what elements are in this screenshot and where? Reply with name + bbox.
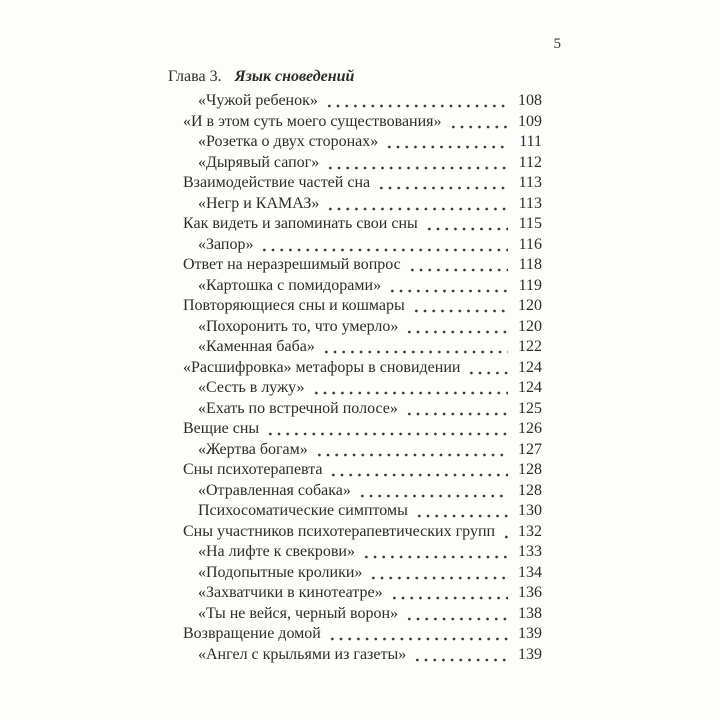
toc-entry-title: «На лифте к свекрови» [198, 543, 355, 560]
toc-entry-page: 136 [518, 584, 542, 601]
toc-entry-title: «Картошка с помидорами» [198, 276, 382, 294]
page-number: 5 [553, 36, 561, 52]
toc-entry-title: «Захватчики в кинотеатре» [198, 584, 383, 601]
toc-entry-page: 116 [518, 235, 542, 253]
toc-entry-title: Взаимодействие частей сна [183, 174, 371, 191]
toc-entry [168, 358, 542, 379]
toc-entry [168, 276, 542, 297]
toc-entry-page: 113 [518, 174, 542, 191]
toc-entry [168, 542, 542, 563]
toc-entry [168, 419, 542, 440]
toc-entry-title: Возвращение домой [183, 625, 321, 642]
toc-entry-page: 115 [518, 215, 542, 232]
dot-leader [315, 440, 508, 461]
toc-entry-title: «Каменная баба» [198, 338, 315, 355]
toc-entry-title: «Розетка о двух сторонах» [198, 133, 379, 150]
toc-entry-title: «Расшифровка» метафоры в сновидении [183, 358, 461, 376]
toc-entry [168, 563, 542, 584]
toc-entry-title: «И в этом суть моего существования» [183, 112, 442, 130]
toc-entry [168, 112, 542, 133]
dot-leader [326, 153, 508, 174]
toc-entry-page: 125 [518, 399, 542, 417]
chapter-title: Язык сноведений [234, 68, 355, 85]
toc-entry-title: «Негр и КАМАЗ» [198, 194, 320, 212]
toc-entry-page: 120 [518, 297, 542, 314]
toc-entry [168, 317, 542, 338]
toc-entry [168, 91, 542, 112]
toc-entry [168, 645, 542, 666]
toc-entry [168, 337, 542, 358]
toc-entry-title: «Ты не вейся, черный ворон» [198, 604, 399, 622]
toc-entry-title: «Ехать по встречной полосе» [198, 399, 398, 417]
dot-leader [369, 563, 508, 584]
toc-entry-page: 108 [518, 92, 542, 109]
dot-leader [405, 604, 508, 625]
dot-leader [467, 358, 508, 379]
toc-entry [168, 399, 542, 420]
toc-entry [168, 481, 542, 502]
toc-entry-title: «Подопытные кролики» [198, 563, 363, 581]
dot-leader [425, 214, 508, 235]
toc-entry [168, 522, 542, 543]
dot-leader [415, 501, 508, 522]
toc-entry-title: «Ангел с крыльями из газеты» [198, 645, 407, 663]
toc-entry-page: 112 [518, 153, 542, 171]
chapter-label: Глава 3. [168, 68, 222, 85]
dot-leader [388, 276, 508, 297]
toc-entry-page: 139 [518, 625, 542, 642]
toc-entry-page: 138 [518, 604, 542, 622]
chapter-heading [168, 67, 354, 87]
toc-entry-page: 120 [518, 317, 542, 335]
toc-entry [168, 583, 542, 604]
dot-leader [266, 419, 508, 440]
dot-leader [413, 645, 508, 666]
toc-entry [168, 194, 542, 215]
toc-entry-page: 132 [518, 522, 542, 540]
toc-entry-page: 127 [518, 440, 542, 458]
toc-entry-title: «Дырявый сапог» [198, 153, 320, 171]
toc-entry-title: Сны психотерапевта [183, 461, 323, 478]
toc-entry [168, 153, 542, 174]
dot-leader [260, 235, 508, 256]
toc-entry-page: 130 [518, 502, 542, 519]
toc-entry-page: 119 [518, 276, 542, 294]
toc-entry-title: «Отравленная собака» [198, 481, 351, 499]
toc-entry [168, 132, 542, 153]
dot-leader [408, 255, 508, 276]
toc-entry-page: 111 [519, 133, 542, 150]
dot-leader [329, 460, 508, 481]
toc-entry-page: 133 [518, 543, 542, 560]
toc-entry-title: «Жертва богам» [198, 440, 308, 458]
toc-entry [168, 604, 542, 625]
toc-entry [168, 378, 542, 399]
dot-leader [390, 583, 508, 604]
toc-entry-page: 134 [518, 563, 542, 581]
toc-entry-title: «Похоронить то, что умерло» [198, 317, 399, 335]
dot-leader [325, 91, 508, 112]
toc-entry-title: «Чужой ребенок» [198, 92, 318, 109]
toc-entry-page: 128 [518, 461, 542, 478]
toc-entry-title: Повторяющиеся сны и кошмары [183, 297, 405, 314]
toc-entry [168, 255, 542, 276]
toc-entry-page: 126 [518, 420, 542, 437]
dot-leader [385, 132, 508, 153]
toc-entry-title: Ответ на неразрешимый вопрос [183, 256, 401, 273]
toc-entry-page: 139 [518, 645, 542, 663]
toc-entry-page: 124 [518, 379, 542, 396]
dot-leader [449, 112, 508, 133]
toc-entry-page: 118 [518, 256, 542, 273]
dot-leader [362, 542, 508, 563]
toc-entry [168, 296, 542, 317]
toc-entries [168, 91, 542, 665]
toc-entry [168, 501, 542, 522]
toc-entry [168, 460, 542, 481]
dot-leader [328, 624, 508, 645]
dot-leader [502, 522, 508, 543]
dot-leader [405, 399, 508, 420]
dot-leader [322, 337, 508, 358]
toc-entry [168, 173, 542, 194]
dot-leader [405, 317, 508, 338]
toc-entry-title: Вещие сны [183, 420, 260, 437]
toc-entry-title: Как видеть и запоминать свои сны [183, 215, 418, 232]
toc-entry-page: 124 [518, 358, 542, 376]
toc-entry-page: 109 [518, 112, 542, 130]
toc-entry-title: Психосоматические симптомы [198, 502, 408, 519]
toc-entry [168, 235, 542, 256]
toc-entry [168, 440, 542, 461]
toc-entry-title: «Запор» [198, 235, 254, 253]
dot-leader [377, 173, 508, 194]
toc-entry-page: 122 [518, 338, 542, 355]
toc-entry-title: Сны участников психотерапевтических групп [183, 522, 496, 540]
dot-leader [312, 378, 508, 399]
toc-entry-page: 128 [518, 481, 542, 499]
dot-leader [412, 296, 508, 317]
toc-entry [168, 624, 542, 645]
dot-leader [358, 481, 508, 502]
toc-entry [168, 214, 542, 235]
dot-leader [326, 194, 508, 215]
toc-entry-title: «Сесть в лужу» [198, 379, 305, 396]
toc-entry-page: 113 [518, 194, 542, 212]
